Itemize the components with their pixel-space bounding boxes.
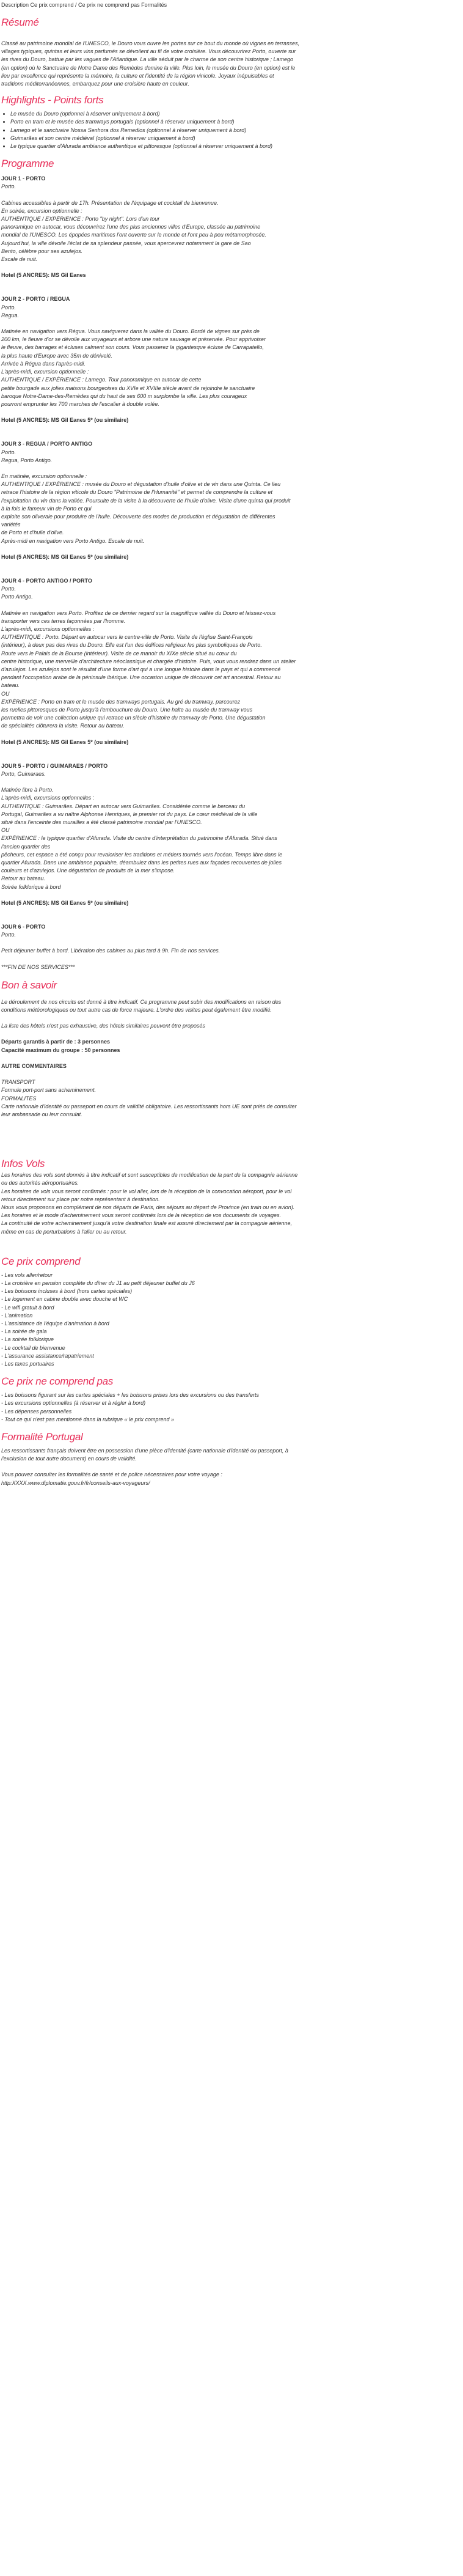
formalite-section bbox=[1, 1431, 463, 1487]
autre-commentaires-heading: AUTRE COMMENTAIRES bbox=[1, 1062, 67, 1069]
day-line: Regua, Porto Antigo. bbox=[1, 457, 53, 463]
day-line: AUTHENTIQUE / EXPÉRIENCE : Porto "by night". Lors d'un tour bbox=[1, 216, 160, 223]
day-line: pêcheurs, cet espace a été conçu pour revaloriser les traditions et métiers tournés vers l'océan. Temps libre dans le bbox=[1, 851, 283, 858]
resume-line: lieu par excellence qui représente la mémoire, la culture et l'identité de la région vinicole. Joyaux inépuisables et bbox=[1, 72, 274, 79]
infos-vols-heading: Infos Vols bbox=[1, 1158, 45, 1170]
day-line: quartier Afurada. Dans une ambiance populaire, déambulez dans les petites rues aux façades recouvertes de jolies bbox=[1, 859, 282, 866]
bon-line: Le déroulement de nos circuits est donné à titre indicatif. Ce programme peut subir des modifications en raison des bbox=[1, 998, 282, 1005]
day-line: Porto. bbox=[1, 183, 16, 190]
day-line: retrace l'histoire de la région viticole du Douro "Patrimoine de l'Humanité" et permet de comprendre la culture et bbox=[1, 489, 273, 496]
comprend-item: - Les vols aller/retour bbox=[1, 1271, 53, 1278]
day-title: JOUR 3 - REGUA / PORTO ANTIGO bbox=[1, 441, 93, 447]
day-line: permettra de voir une collection unique qui retrace un siècle d'histoire du tramway de Porto. Une dégustation bbox=[1, 715, 266, 721]
day-line: bateau. bbox=[1, 682, 20, 689]
resume-text bbox=[1, 40, 463, 88]
vols-line: retour directement sur place par notre représentant à destination. bbox=[1, 1196, 160, 1202]
day-2 bbox=[1, 295, 463, 424]
vols-line: Les horaires de vols vous seront confirmés : pour le vol aller, lors de la réception de la convocation aéroport, pour le vol bbox=[1, 1188, 292, 1194]
day-line: variétés bbox=[1, 521, 21, 528]
day-line: Retour au bateau. bbox=[1, 875, 46, 882]
day-hotel: Hotel (5 ANCRES): MS Gil Eanes 5* (ou similaire) bbox=[1, 553, 129, 560]
day-line: pourront emprunter les 700 marches de l'escalier à double volée. bbox=[1, 400, 159, 407]
vols-line: Les horaires et le mode d'acheminement vous seront confirmés lors de la réception de vos documents de voyages. bbox=[1, 1212, 281, 1219]
day-line: EXPÉRIENCE : le typique quartier d'Afurada. Visite du centre d'interprétation du patrimoine d'Afurada. Situé dans bbox=[1, 835, 277, 842]
comprend-item: - L'assurance assistance/rapatriement bbox=[1, 1352, 94, 1359]
formalite-heading: Formalité Portugal bbox=[1, 1430, 83, 1443]
ce-prix-comprend-heading: Ce prix comprend bbox=[1, 1255, 81, 1267]
day-line: Route vers le Palais de la Bourse (intérieur). Visite de ce manoir du XIXe siècle situé au cœur du bbox=[1, 650, 237, 657]
programme-section bbox=[1, 158, 463, 971]
autre-line: Carte nationale d'identité ou passeport en cours de validité obligatoire. Les ressortissants hors UE sont priés de consulter bbox=[1, 1103, 297, 1110]
day-line: de spécialités clôturera la visite. Retour au bateau. bbox=[1, 723, 125, 729]
day-line: Porto Antigo. bbox=[1, 594, 33, 600]
autre-line: leur ambassade ou leur consulat. bbox=[1, 1111, 82, 1117]
resume-line: les rives du Douro, battue par les vagues de l'Atlantique. La ville séduit par le charme de son centre historique ; Lamego bbox=[1, 56, 293, 63]
day-line: Regua. bbox=[1, 312, 20, 318]
resume-line: (en option) où le Sanctuaire de Notre Dame des Remèdes domine la ville. Plus loin, le musée du Douro (en option) est le bbox=[1, 64, 296, 71]
day-line: AUTHENTIQUE : Porto. Départ en autocar vers le centre-ville de Porto. Visite de l'église Saint-François bbox=[1, 634, 253, 641]
highlights-list bbox=[1, 110, 463, 150]
diplomatie-link[interactable]: http:XXXX.www.diplomatie.gouv.fr/fr/conseils-aux-voyageurs/ bbox=[1, 1479, 150, 1486]
formalite-line: Vous pouvez consulter les formalités de santé et de police nécessaires pour votre voyage : bbox=[1, 1471, 222, 1478]
day-line: Porto. bbox=[1, 586, 16, 592]
highlight-item: • Guimarães et son centre médiéval (optionnel à réserver uniquement à bord) bbox=[10, 134, 463, 142]
capacite-max: Capacité maximum du groupe : 50 personnes bbox=[1, 1047, 120, 1053]
day-line: à la fois le fameux vin de Porto et qui bbox=[1, 505, 92, 512]
day-spacer bbox=[1, 602, 463, 609]
day-line: panoramique en autocar, vous découvrirez l'une des plus anciennes villes d'Europe, classée au patrimoine bbox=[1, 224, 261, 230]
day-line: Porto. bbox=[1, 304, 16, 311]
day-line: OU bbox=[1, 827, 10, 834]
day-line: la plus haute d'Europe avec 35m de dénivelé. bbox=[1, 352, 112, 359]
resume-section bbox=[1, 17, 463, 88]
day-hotel: Hotel (5 ANCRES): MS Gil Eanes 5* (ou similaire) bbox=[1, 899, 129, 906]
comprend-item: - Les boissons incluses à bord (hors cartes spéciales) bbox=[1, 1288, 133, 1295]
day-line: d'azulejos. Les azulejos sont le résultat d'une forme d'art qui a une longue histoire dans le pays et qui a commencé bbox=[1, 666, 281, 672]
day-line: mondial de l'UNESCO. Les épopées maritimes l'ont ouverte sur le monde et l'ont peu à peu métamorphosée. bbox=[1, 232, 266, 238]
bon-line: La liste des hôtels n'est pas exhaustive, des hôtels similaires peuvent être proposés bbox=[1, 1023, 205, 1029]
day-spacer bbox=[1, 320, 463, 328]
highlight-item: • Lamego et le sanctuaire Nossa Senhora dos Remedios (optionnel à réserver uniquement à bord) bbox=[10, 127, 463, 134]
vols-line: même en cas de perturbations à l'aller ou au retour. bbox=[1, 1228, 127, 1235]
day-line: Soirée folklorique à bord bbox=[1, 883, 61, 890]
day-line: de Porto et d'huile d'olive. bbox=[1, 529, 64, 536]
comprend-item: - La soirée de gala bbox=[1, 1328, 47, 1335]
day-line: L'après-midi, excursions optionnelles : bbox=[1, 625, 95, 632]
comprend-item: - La soirée folklorique bbox=[1, 1336, 54, 1343]
highlight-item: • Le typique quartier d'Afurada ambiance authentique et pittoresque (optionnel à réserver uniquement à bord) bbox=[10, 142, 463, 150]
day-line: EXPÉRIENCE : Porto en tram et le musée des tramways portugais. Au gré du tramway, parcourez bbox=[1, 698, 241, 705]
vols-line: Nous vous proposons en complément de nos départs de Paris, des séjours au départ de Province (en train ou en avion). bbox=[1, 1204, 295, 1210]
highlights-section bbox=[1, 94, 463, 150]
day-line: AUTHENTIQUE : Guimarães. Départ en autocar vers Guimarães. Considérée comme le berceau du bbox=[1, 803, 246, 809]
ne-comprend-item: - Les boissons figurant sur les cartes spéciales + les boissons prises lors des excursions ou des transferts bbox=[1, 1392, 259, 1399]
day-5 bbox=[1, 762, 463, 907]
day-line: Cabines accessibles à partir de 17h. Présentation de l'équipage et cocktail de bienvenue. bbox=[1, 199, 219, 206]
ne-comprend-item: - Les excursions optionnelles (à réserver et à régler à bord) bbox=[1, 1400, 146, 1407]
day-line: le fleuve, des barrages et écluses calment son cours. Vous passerez la gigantesque écluse de Carrapatello, bbox=[1, 344, 264, 351]
ne-comprend-item: - Les dépenses personnelles bbox=[1, 1408, 72, 1415]
day-line: pendant l'occupation arabe de la péninsule ibérique. Une occasion unique de découvrir cet art ancestral. Retour au bbox=[1, 674, 281, 681]
day-line: centre historique, une merveille d'architecture néoclassique et chargée d'histoire. Puis, vous vous rendrez dans un atelier bbox=[1, 658, 296, 664]
infos-vols-section bbox=[1, 1158, 463, 1236]
day-line: transporter vers ces terres façonnées par l'homme. bbox=[1, 617, 126, 624]
autre-line: FORMALITES bbox=[1, 1095, 37, 1102]
departs-garantis: Départs garantis à partir de : 3 personnes bbox=[1, 1039, 111, 1045]
day-line: Porto. bbox=[1, 449, 16, 455]
comprend-item: - Le cocktail de bienvenue bbox=[1, 1344, 65, 1351]
day-line: l'ancien quartier des bbox=[1, 843, 51, 850]
day-line: OU bbox=[1, 690, 10, 697]
comprend-item: - La croisière en pension complète du dîner du J1 au petit déjeuner buffet du J6 bbox=[1, 1279, 195, 1286]
day-line: Bento, célèbre pour ses azulejos. bbox=[1, 248, 83, 254]
day-line: les ruelles pittoresques de Porto jusqu'à l'embouchure du Douro. Une halte au musée du tramway vous bbox=[1, 707, 253, 713]
day-line: AUTHENTIQUE / EXPÉRIENCE : musée du Douro et dégustation d'huile d'olive et de vin dans une Quinta. Ce lieu bbox=[1, 481, 281, 488]
resume-line: traditions méditerranéennes, embarquez pour une croisière haute en couleur. bbox=[1, 81, 189, 87]
resume-line: villages typiques, quintas et leurs vins parfumés se dévoilent au fil de votre croisière. Vous découvrirez Porto, ouverte sur bbox=[1, 48, 296, 55]
highlight-item: • Porto en tram et le musée des tramways portugais (optionnel à réserver uniquement à bord) bbox=[10, 118, 463, 126]
day-line: baroque Notre-Dame-des-Remèdes qui du haut de ses 600 m surplombe la ville. Les plus courageux bbox=[1, 392, 247, 399]
page-breadcrumb: Description Ce prix comprend / Ce prix ne comprend pas Formalités bbox=[1, 2, 167, 8]
ce-prix-ne-comprend-pas-section bbox=[1, 1375, 463, 1424]
day-line: 200 km, le fleuve d'or se dévoile aux voyageurs et arbore une nature sauvage et préservée. Pour apprivoiser bbox=[1, 336, 266, 343]
day-spacer bbox=[1, 191, 463, 199]
day-line: AUTHENTIQUE / EXPÉRIENCE : Lamego. Tour panoramique en autocar de cette bbox=[1, 377, 202, 383]
comprend-item: - Les taxes portuaires bbox=[1, 1360, 54, 1367]
day-hotel: Hotel (5 ANCRES): MS Gil Eanes 5* (ou similaire) bbox=[1, 738, 129, 745]
day-line: L'après-midi, excursion optionnelle : bbox=[1, 369, 89, 375]
day-hotel: Hotel (5 ANCRES): MS Gil Eanes 5* (ou similaire) bbox=[1, 417, 129, 424]
day-line: Porto, Guimaraes. bbox=[1, 771, 46, 778]
day-line: Escale de nuit. bbox=[1, 256, 38, 263]
bon-a-savoir-section bbox=[1, 979, 463, 1119]
formalite-line: l'exclusion de tout autre document) en cours de validité. bbox=[1, 1455, 137, 1462]
day-line: L'après-midi, excursions optionnelles : bbox=[1, 795, 95, 801]
day-1 bbox=[1, 175, 463, 279]
day-line: En soirée, excursion optionnelle : bbox=[1, 207, 82, 214]
day-line: situé dans l'enceinte des murailles a été classé patrimoine mondial par l'UNESCO. bbox=[1, 819, 202, 826]
formalite-line: Les ressortissants français doivent être en possession d'une pièce d'identité (carte nationale d'identité ou passeport, à bbox=[1, 1447, 288, 1454]
ce-prix-comprend-section bbox=[1, 1256, 463, 1368]
bon-line: conditions météorologiques ou tout autre cas de force majeure. L'ordre des visites peut également être modifié. bbox=[1, 1007, 272, 1014]
day-line: Matinée en navigation vers Porto. Profitez de ce dernier regard sur la magnifique vallée du Douro et laissez-vous bbox=[1, 609, 276, 616]
day-line: Après-midi en navigation vers Porto Antigo. Escale de nuit. bbox=[1, 537, 145, 544]
day-3 bbox=[1, 440, 463, 561]
vols-line: ou des autorités aéroportuaires. bbox=[1, 1180, 79, 1187]
day-line: (intérieur), à deux pas des rives du Douro. Elle est l'un des édifices religieux les plus symboliques de Porto. bbox=[1, 642, 262, 649]
resume-line: Classé au patrimoine mondial de l'UNESCO, le Douro vous ouvre les portes sur ce bout du monde où vignes en terrasses, bbox=[1, 40, 299, 46]
comprend-item: - L'assistance de l'équipe d'animation à bord bbox=[1, 1320, 109, 1327]
resume-heading: Résumé bbox=[1, 17, 39, 28]
day-4 bbox=[1, 577, 463, 746]
autre-line: Formule port-port sans acheminement. bbox=[1, 1087, 97, 1094]
comprend-item: - Le logement en cabine double avec douche et WC bbox=[1, 1296, 128, 1303]
bon-a-savoir-heading: Bon à savoir bbox=[1, 979, 57, 991]
day-line: Aujourd'hui, la ville dévoile l'éclat de sa splendeur passée, vous apercevrez notamment la gare de Sao bbox=[1, 240, 251, 246]
day-spacer bbox=[1, 465, 463, 473]
comprend-item: - L'animation bbox=[1, 1312, 33, 1319]
day-spacer bbox=[1, 778, 463, 786]
ne-comprend-item: - Tout ce qui n'est pas mentionné dans la rubrique « le prix comprend » bbox=[1, 1416, 175, 1422]
day-6 bbox=[1, 923, 463, 955]
day-line: Matinée en navigation vers Régua. Vous naviguerez dans la vallée du Douro. Bordé de vignes sur près de bbox=[1, 328, 260, 335]
day-line: Arrivée à Régua dans l'après-midi. bbox=[1, 360, 86, 367]
day-line: exploite son oliveraie pour produire de l'huile. Découverte des modes de production et dégustation de différentes bbox=[1, 513, 275, 520]
ce-prix-ne-comprend-pas-heading: Ce prix ne comprend pas bbox=[1, 1375, 114, 1388]
vols-line: Les horaires des vols sont donnés à titre indicatif et sont susceptibles de modification de la part de la compagnie aérienne bbox=[1, 1172, 298, 1179]
vols-line: La continuité de votre acheminement jusqu'à votre destination finale est assuré directement par la compagnie aérienne, bbox=[1, 1220, 293, 1227]
day-line: l'exploitation du vin dans la vallée. Poursuite de la visite à la découverte de l'huile d'olive. Visite d'une quinta qui produit bbox=[1, 497, 291, 504]
highlights-heading: Highlights - Points forts bbox=[1, 94, 104, 106]
day-spacer bbox=[1, 939, 463, 947]
day-line: Porto. bbox=[1, 932, 16, 938]
day-title: JOUR 1 - PORTO bbox=[1, 175, 46, 182]
highlight-item: • Le musée du Douro (optionnel à réserver uniquement à bord) bbox=[10, 110, 463, 118]
day-hotel: Hotel (5 ANCRES): MS Gil Eanes bbox=[1, 272, 86, 279]
day-title: JOUR 4 - PORTO ANTIGO / PORTO bbox=[1, 577, 92, 584]
day-title: JOUR 6 - PORTO bbox=[1, 924, 46, 930]
day-line: Petit déjeuner buffet à bord. Libération des cabines au plus tard à 9h. Fin de nos services. bbox=[1, 948, 221, 954]
day-line: petite bourgade aux jolies maisons bourgeoises du XVIe et XVIIIe siècle avant de rejoindre le sanctuaire bbox=[1, 385, 255, 391]
comprend-item: - Le wifi gratuit à bord bbox=[1, 1304, 54, 1311]
day-line: couleurs et d'azulejos. Une dégustation de produits de la mer s'impose. bbox=[1, 867, 175, 874]
programme-heading: Programme bbox=[1, 158, 54, 170]
day-line: Matinée libre à Porto. bbox=[1, 787, 54, 793]
programme-end: ***FIN DE NOS SERVICES*** bbox=[1, 963, 75, 970]
day-line: En matinée, excursion optionnelle : bbox=[1, 473, 87, 479]
autre-line: TRANSPORT bbox=[1, 1079, 35, 1086]
day-title: JOUR 5 - PORTO / GUIMARAES / PORTO bbox=[1, 762, 108, 769]
day-title: JOUR 2 - PORTO / REGUA bbox=[1, 296, 70, 303]
day-line: Portugal, Guimarães a vu naître Alphonse Henriques, le premier roi du pays. Le cœur médiéval de la ville bbox=[1, 811, 258, 817]
